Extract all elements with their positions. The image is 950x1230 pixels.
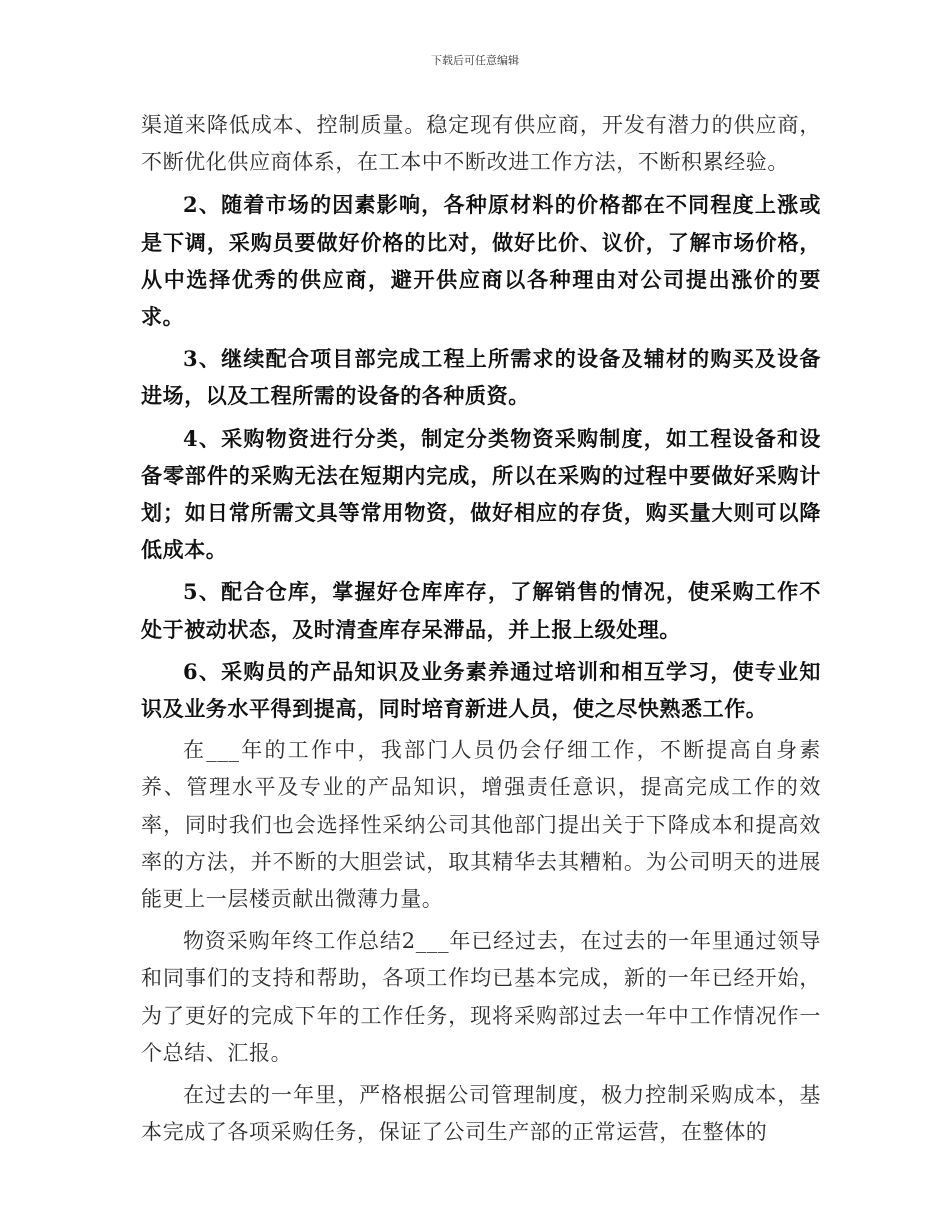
page-header: 下载后可任意编辑 (431, 54, 519, 67)
paragraph-outlook: 在___年的工作中，我部门人员仍会仔细工作，不断提高自身素养、管理水平及专业的产品知识，增强责任意识，提高完成工作的效率，同时我们也会选择性采纳公司其他部门提出关于下降成本和提高效率的方法，并不断的大胆尝试，取其精华去其糟粕。为公司明天的进展能更上一层楼贡献出微薄力量。 (141, 738, 821, 912)
paragraph-summary-2-body: 在过去的一年里，严格根据公司管理制度，极力控制采购成本，基本完成了各项采购任务，保证了公司生产部的正常运营，在整体的 (141, 1083, 821, 1145)
paragraph-item-6: 6、采购员的产品知识及业务素养通过培训和相互学习，使专业知识及业务水平得到提高，同时培育新进人员，使之尽快熟悉工作。 (141, 658, 821, 722)
paragraph-continuation: 渠道来降低成本、控制质量。稳定现有供应商，开发有潜力的供应商，不断优化供应商体系，在工本中不断改进工作方法，不断积累经验。 (141, 113, 821, 175)
document-body (141, 107, 821, 1151)
paragraph-summary-2-intro: 物资采购年终工作总结2___年已经过去，在过去的一年里通过领导和同事们的支持和帮助，各项工作均已基本完成，新的一年已经开始，为了更好的完成下年的工作任务，现将采购部过去一年中工作情况作一个总结、汇报。 (141, 929, 821, 1065)
paragraph-item-5: 5、配合仓库，掌握好仓库库存，了解销售的情况，使采购工作不处于被动状态，及时清查库存呆滞品，并上报上级处理。 (141, 579, 821, 642)
paragraph-item-2: 2、随着市场的因素影响，各种原材料的价格都在不同程度上涨或是下调，采购员要做好价格的比对，做好比价、议价，了解市场价格，从中选择优秀的供应商，避开供应商以各种理由对公司提出涨价的要求。 (141, 192, 821, 330)
paragraph-item-4: 4、采购物资进行分类，制定分类物资采购制度，如工程设备和设备零部件的采购无法在短期内完成，所以在采购的过程中要做好采购计划；如日常所需文具等常用物资，做好相应的存货，购买量大则可以降低成本。 (141, 425, 821, 563)
paragraph-item-3: 3、继续配合项目部完成工程上所需求的设备及辅材的购买及设备进场，以及工程所需的设备的各种质资。 (141, 346, 821, 409)
